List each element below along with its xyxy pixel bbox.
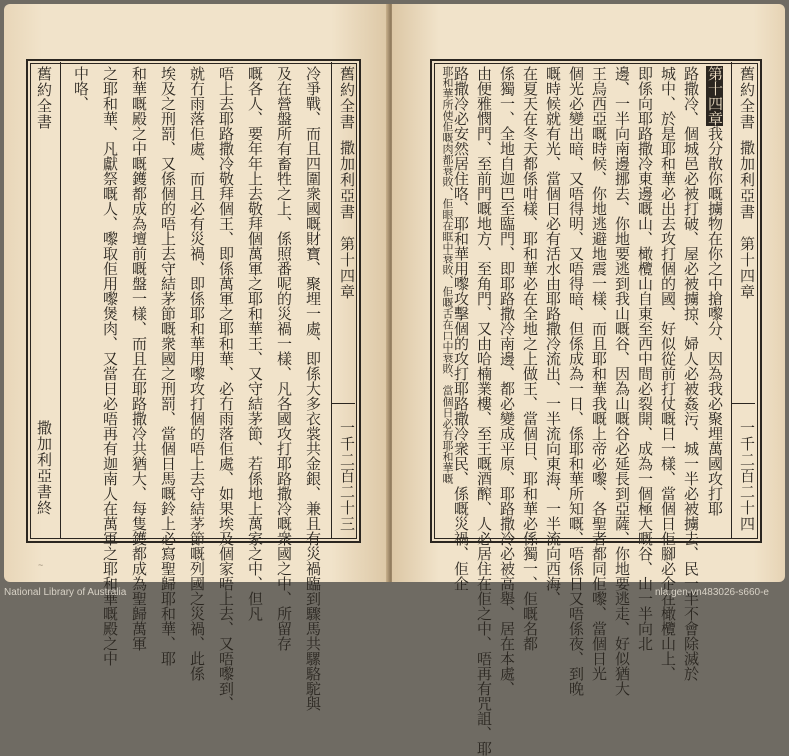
left-header-rule (331, 403, 355, 404)
left-column: 冷爭戰、而且四圍衆國嘅財寶、聚埋一處、即係大多衣裳共金銀、兼且有災禍臨到驟馬共騾駱駝與 (304, 66, 322, 711)
left-column: 中咯、 (72, 66, 90, 111)
right-header-rule (731, 403, 755, 404)
right-chapter: 第十四章 (738, 236, 756, 300)
left-column: 埃及之刑罰、又係個的唔上去守結茅節嘅衆國之刑罰、當個日馬嘅鈴上必寫聖歸耶和華、耶 (159, 66, 177, 666)
left-column: 唔上去耶路撒冷敬拜個王、即係萬軍之耶和華、必冇雨落佢處、如果埃及個家唔上去、又唔嚟到、 (217, 66, 235, 711)
right-column-text: 我分散你嘅擄物在你之中搶嚟分、因為我必聚埋萬國攻打耶 (706, 126, 724, 516)
left-column: 嘅各人、要年年上去敬拜個萬軍之耶和華王、又守結茅節、若係地上萬家之中、但凡 (246, 66, 264, 621)
right-column: 個光必變出暗、又唔得明、又唔得暗、但係成為一日、係耶和華所知嘅、唔係日又唔係夜、到晚 (567, 66, 585, 696)
right-column: 即係向耶路撒冷東邊嘅山、橄欖山自東至西中間必裂開、成為一個極大嘅谷、山一半向北 (636, 66, 654, 651)
right-column: 由便雅憫門、至前門嘅地方、至角門、又由哈楠業樓、至王嘅酒醡、人必居住在佢之中、唔再有咒詛、耶 (475, 66, 493, 756)
right-column: 在夏天在冬天都係咁樣、耶和華必在全地之上做王、當個日、耶和華必係獨一、佢嘅名都 (521, 66, 539, 651)
right-book-name: 撒加利亞書 (738, 140, 756, 220)
left-column: 就冇雨落佢處、而且必有災禍、即係耶和華用嚟攻打個的唔上去守結茅節嘅列國之災禍、此係 (188, 66, 206, 681)
right-column: 城中、於是耶和華必出去攻打個的國、好似從前打仗嘅日一樣、當個日佢腳必企在橄欖山上、 (659, 66, 677, 681)
right-column: 路撒冷、個城邑必被打破、屋必被擄掠、婦人必被姦污、城一半必被擄去、民一半不會除滅於 (682, 66, 700, 681)
left-column: 之耶和華、凡獻祭嘅人、嚟取佢用嚟煲肉、又當日必唔再有迦南人在萬軍之耶和華嘅殿之中 (101, 66, 119, 666)
right-column: 嘅時候就有光、當個日必有活水由耶路撒冷流出、一半流向東海、一半流向西海、 (544, 66, 562, 606)
left-colophon-title: 舊約全書 (35, 66, 53, 130)
right-column (433, 66, 446, 410)
chapter-marker: 第十四章 (706, 66, 724, 126)
left-column: 和華嘅殿之中嘅鑊都成為壇前嘅盤一樣、而且在耶路撒冷共猶大、每隻鑊都成為聖歸萬軍 (130, 66, 148, 651)
pencil-mark: ~ (38, 560, 44, 570)
left-chapter: 第十四章 (338, 236, 356, 300)
left-book-name: 撒加利亞書 (338, 140, 356, 220)
left-colophon: 撒加利亞書終 (35, 420, 53, 516)
left-page-number: 一千二百二十三 (338, 420, 356, 532)
left-column: 及在營盤所有畜牲之上、係照番呢的災禍一樣、凡各國攻打耶路撒冷嘅衆國之中、所留存 (275, 66, 293, 651)
left-book-title: 舊約全書 (338, 66, 356, 130)
right-book-title: 舊約全書 (738, 66, 756, 130)
right-page-number: 一千二百二十四 (738, 420, 756, 532)
right-column: 係獨一、全地自迦巴至臨門、即耶路撒冷南邊、都必變成平原、耶路撒冷必被高舉、居在本處、 (498, 66, 516, 696)
right-column-first (706, 66, 723, 516)
image-id: nla.gen-vn483026-s660-e (655, 587, 769, 598)
right-header-divider (731, 62, 732, 538)
left-header-divider (331, 62, 332, 538)
right-column: 王烏西亞嘅時候、你地逃避地震一樣、而且耶和華我嘅上帝必嚟、各聖者都同佢嚟、當個日光 (590, 66, 608, 681)
right-column: 路撒冷必安然居住咯、耶和華用嚟攻擊個的攻打耶路撒冷衆民、係嘅災禍、佢企 (452, 66, 470, 591)
left-colophon-divider (60, 62, 61, 538)
right-column: 耶和華所使佢嘅肉都衰敗、佢眼在眶中衰敗、佢嘅舌在口中衰敗、當個日必有耶和華嘅 (441, 66, 454, 484)
library-credit: National Library of Australia (4, 587, 127, 598)
right-column: 邊、一半向南邊挪去、你地要逃到我山嘅谷、因為山嘅谷必延長到亞薩、你地要逃走、好似猶大 (613, 66, 631, 696)
